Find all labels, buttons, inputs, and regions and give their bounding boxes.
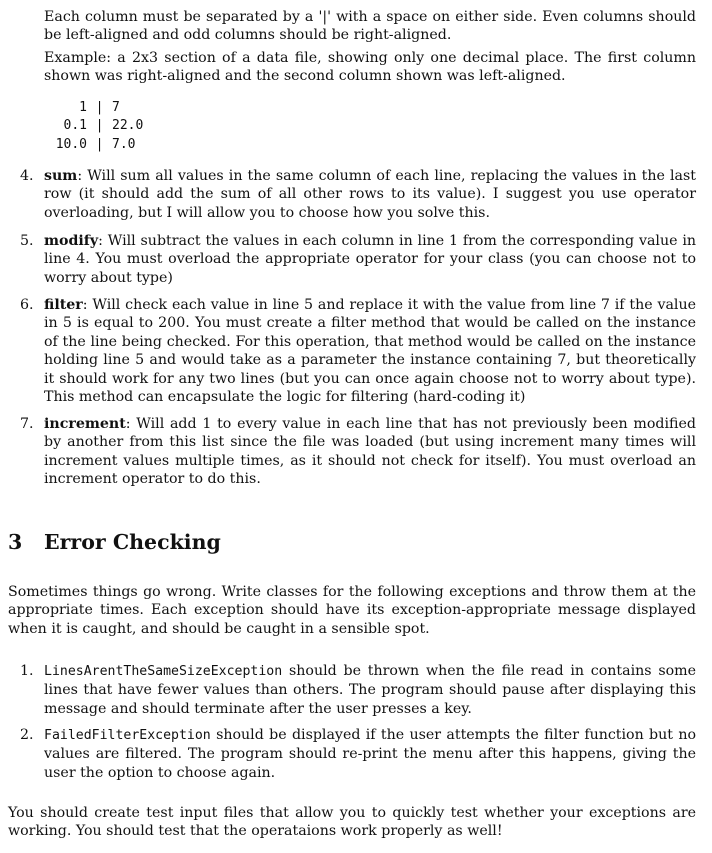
section-number: 3 xyxy=(8,530,23,554)
closing-paragraph: You should create test input files that allow you to quickly test whether your exceptions are working. You should test that the operataions work properly as well! xyxy=(8,805,696,840)
table-row xyxy=(50,117,143,135)
operation-name: sum xyxy=(44,168,78,184)
table-cell-left: 10.0 xyxy=(55,136,87,152)
table-cell-left: 1 xyxy=(79,100,87,115)
list-item-exception-2 xyxy=(20,726,696,782)
example-paragraph: Example: a 2x3 section of a data file, showing only one decimal place. The first column shown was right-aligned and the second column shown was left-aligned. xyxy=(44,50,696,85)
list-item-text: increment: Will add 1 to every value in each line that has not previously been modified by another from this list since the file was loaded (but using increment many times will increment values multiple times, as it should not check for itself). You must overload an increment operator to do this. xyxy=(44,416,696,488)
list-item-filter xyxy=(20,296,696,406)
list-item-number: 6. xyxy=(20,297,34,313)
operation-name: filter xyxy=(44,297,83,313)
list-item-number: 1. xyxy=(20,663,34,679)
list-item-number: 4. xyxy=(20,168,34,184)
column-separator: | xyxy=(95,136,104,152)
list-item-text: sum: Will sum all values in the same column of each line, replacing the values in the last row (it should add the sum of all other rows to its value). I suggest you use operator overloading, but I will allow you to choose how you solve this. xyxy=(44,168,696,221)
list-item-number: 7. xyxy=(20,416,34,432)
exception-name: FailedFilterException xyxy=(44,728,211,743)
list-item-text: FailedFilterException should be displayed if the user attempts the filter function but no values are filtered. The program should re-print the menu after this happens, giving the user the option to choose again. xyxy=(44,727,696,781)
operation-name: modify xyxy=(44,233,99,249)
table-row xyxy=(50,99,143,117)
table-cell-right: 7 xyxy=(112,100,120,115)
column-rules-paragraph: Each column must be separated by a '|' with a space on either side. Even columns should be left-aligned and odd columns should be right-aligned. xyxy=(44,9,696,44)
table-cell-left: 0.1 xyxy=(63,118,87,134)
operation-name: increment xyxy=(44,416,126,432)
section-title: Error Checking xyxy=(44,530,221,554)
list-item-modify xyxy=(20,232,696,287)
column-separator: | xyxy=(95,118,104,134)
list-item-increment xyxy=(20,415,696,489)
list-item-sum xyxy=(20,167,696,222)
list-item-exception-1 xyxy=(20,662,696,718)
list-item-number: 5. xyxy=(20,233,34,249)
exception-name: LinesArentTheSameSizeException xyxy=(44,664,283,679)
example-data-table xyxy=(50,99,143,154)
list-item-text: modify: Will subtract the values in each column in line 1 from the corresponding value in line 4. You must overload the appropriate operator for your class (you can choose not to worry about type) xyxy=(44,233,696,286)
table-cell-right: 22.0 xyxy=(112,118,144,134)
column-separator: | xyxy=(95,100,104,115)
list-item-text: LinesArentTheSameSizeException should be thrown when the file read in contains some lines that have fewer values than others. The program should pause after displaying this message and should terminate after the user presses a key. xyxy=(44,663,696,717)
section-intro-paragraph: Sometimes things go wrong. Write classes for the following exceptions and throw them at the appropriate times. Each exception should have its exception-appropriate message displayed when it is caught, and should be caught in a sensible spot. xyxy=(8,584,696,637)
list-item-number: 2. xyxy=(20,727,34,743)
table-row xyxy=(50,136,143,154)
table-cell-right: 7.0 xyxy=(112,136,136,152)
section-heading xyxy=(8,529,221,555)
list-item-text: filter: Will check each value in line 5 and replace it with the value from line 7 if the value in 5 is equal to 200. You must create a filter method that would be called on the instance of the line being checked. For this operation, that method would be called on the instance holding line 5 and would take as a parameter the instance containing 7, but theoretically it should work for any two lines (but you can once again choose not to worry about type). This method can encapsulate the logic for filtering (hard-coding it) xyxy=(44,297,696,406)
